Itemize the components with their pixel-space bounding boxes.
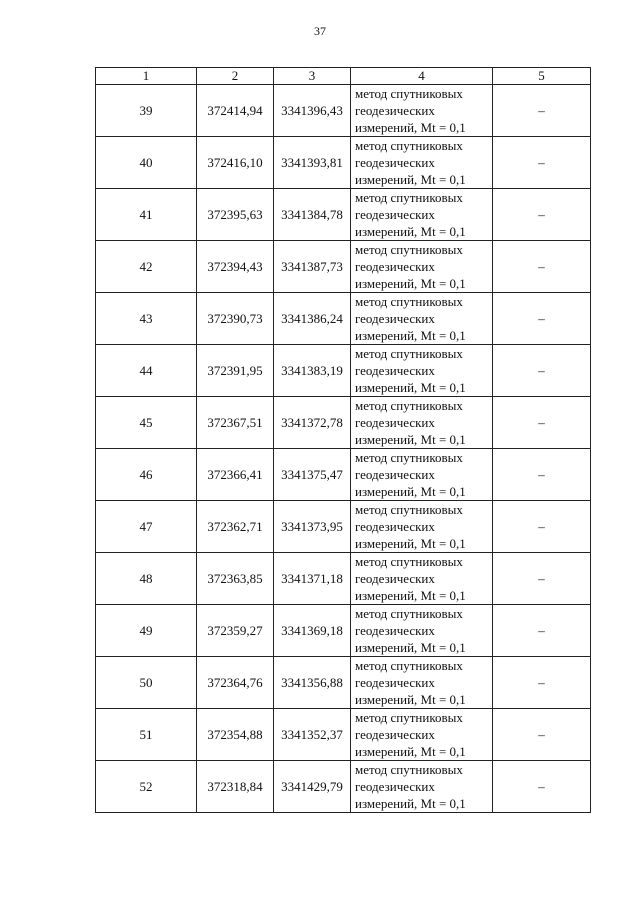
method-line: геодезических (355, 727, 435, 742)
note-cell: – (493, 553, 591, 605)
table-row (96, 397, 591, 449)
y-coordinate-cell: 3341387,73 (274, 241, 351, 293)
note-cell: – (493, 137, 591, 189)
method-line: измерений, Mt = 0,1 (355, 744, 466, 759)
note-cell: – (493, 293, 591, 345)
y-coordinate-cell: 3341372,78 (274, 397, 351, 449)
method-cell (351, 85, 493, 137)
y-coordinate-cell: 3341383,19 (274, 345, 351, 397)
y-coordinate-cell: 3341375,47 (274, 449, 351, 501)
y-coordinate-cell: 3341369,18 (274, 605, 351, 657)
x-coordinate-cell: 372318,84 (197, 761, 274, 813)
y-coordinate-cell: 3341396,43 (274, 85, 351, 137)
table-row (96, 293, 591, 345)
column-header-4: 4 (351, 68, 493, 85)
x-coordinate-cell: 372391,95 (197, 345, 274, 397)
method-cell (351, 501, 493, 553)
note-cell: – (493, 449, 591, 501)
method-line: метод спутниковых (355, 190, 463, 205)
note-cell: – (493, 241, 591, 293)
method-line: геодезических (355, 779, 435, 794)
method-cell (351, 137, 493, 189)
table-row (96, 501, 591, 553)
table-row (96, 137, 591, 189)
method-line: измерений, Mt = 0,1 (355, 640, 466, 655)
table-header-row (96, 68, 591, 85)
table-row (96, 345, 591, 397)
method-cell (351, 293, 493, 345)
method-line: метод спутниковых (355, 554, 463, 569)
point-number-cell: 51 (96, 709, 197, 761)
method-line: измерений, Mt = 0,1 (355, 120, 466, 135)
method-cell (351, 657, 493, 709)
x-coordinate-cell: 372354,88 (197, 709, 274, 761)
column-header-3: 3 (274, 68, 351, 85)
method-line: геодезических (355, 259, 435, 274)
x-coordinate-cell: 372364,76 (197, 657, 274, 709)
note-cell: – (493, 657, 591, 709)
point-number-cell: 46 (96, 449, 197, 501)
method-line: геодезических (355, 415, 435, 430)
table-row (96, 709, 591, 761)
point-number-cell: 41 (96, 189, 197, 241)
table-row (96, 761, 591, 813)
method-cell (351, 449, 493, 501)
column-header-5: 5 (493, 68, 591, 85)
method-line: измерений, Mt = 0,1 (355, 172, 466, 187)
y-coordinate-cell: 3341386,24 (274, 293, 351, 345)
method-line: измерений, Mt = 0,1 (355, 536, 466, 551)
coordinates-table (95, 67, 591, 813)
table-row (96, 657, 591, 709)
y-coordinate-cell: 3341371,18 (274, 553, 351, 605)
method-line: метод спутниковых (355, 398, 463, 413)
y-coordinate-cell: 3341384,78 (274, 189, 351, 241)
method-cell (351, 605, 493, 657)
x-coordinate-cell: 372363,85 (197, 553, 274, 605)
point-number-cell: 43 (96, 293, 197, 345)
method-line: метод спутниковых (355, 138, 463, 153)
method-line: метод спутниковых (355, 606, 463, 621)
note-cell: – (493, 709, 591, 761)
method-line: геодезических (355, 675, 435, 690)
note-cell: – (493, 501, 591, 553)
method-cell (351, 709, 493, 761)
point-number-cell: 42 (96, 241, 197, 293)
x-coordinate-cell: 372394,43 (197, 241, 274, 293)
method-line: измерений, Mt = 0,1 (355, 588, 466, 603)
point-number-cell: 40 (96, 137, 197, 189)
note-cell: – (493, 345, 591, 397)
page-number: 37 (314, 24, 326, 38)
x-coordinate-cell: 372390,73 (197, 293, 274, 345)
method-line: геодезических (355, 103, 435, 118)
note-cell: – (493, 397, 591, 449)
note-cell: – (493, 189, 591, 241)
method-line: метод спутниковых (355, 346, 463, 361)
note-cell: – (493, 605, 591, 657)
method-line: геодезических (355, 623, 435, 638)
x-coordinate-cell: 372359,27 (197, 605, 274, 657)
point-number-cell: 45 (96, 397, 197, 449)
method-line: измерений, Mt = 0,1 (355, 328, 466, 343)
x-coordinate-cell: 372362,71 (197, 501, 274, 553)
method-line: метод спутниковых (355, 710, 463, 725)
method-line: геодезических (355, 519, 435, 534)
method-line: геодезических (355, 311, 435, 326)
point-number-cell: 50 (96, 657, 197, 709)
method-line: геодезических (355, 155, 435, 170)
point-number-cell: 39 (96, 85, 197, 137)
note-cell: – (493, 761, 591, 813)
method-line: метод спутниковых (355, 294, 463, 309)
x-coordinate-cell: 372367,51 (197, 397, 274, 449)
method-line: геодезических (355, 207, 435, 222)
method-cell (351, 397, 493, 449)
point-number-cell: 49 (96, 605, 197, 657)
y-coordinate-cell: 3341356,88 (274, 657, 351, 709)
table-row (96, 189, 591, 241)
method-line: геодезических (355, 363, 435, 378)
method-line: измерений, Mt = 0,1 (355, 484, 466, 499)
table-row (96, 605, 591, 657)
method-line: измерений, Mt = 0,1 (355, 692, 466, 707)
y-coordinate-cell: 3341429,79 (274, 761, 351, 813)
x-coordinate-cell: 372366,41 (197, 449, 274, 501)
point-number-cell: 52 (96, 761, 197, 813)
method-line: метод спутниковых (355, 86, 463, 101)
method-line: метод спутниковых (355, 658, 463, 673)
method-line: измерений, Mt = 0,1 (355, 224, 466, 239)
method-line: измерений, Mt = 0,1 (355, 276, 466, 291)
x-coordinate-cell: 372414,94 (197, 85, 274, 137)
note-cell: – (493, 85, 591, 137)
method-line: геодезических (355, 467, 435, 482)
table-row (96, 449, 591, 501)
point-number-cell: 48 (96, 553, 197, 605)
method-line: измерений, Mt = 0,1 (355, 796, 466, 811)
method-line: метод спутниковых (355, 242, 463, 257)
method-cell (351, 553, 493, 605)
method-line: геодезических (355, 571, 435, 586)
y-coordinate-cell: 3341373,95 (274, 501, 351, 553)
method-cell (351, 241, 493, 293)
table-row (96, 85, 591, 137)
method-line: измерений, Mt = 0,1 (355, 432, 466, 447)
y-coordinate-cell: 3341393,81 (274, 137, 351, 189)
method-line: метод спутниковых (355, 450, 463, 465)
method-cell (351, 345, 493, 397)
y-coordinate-cell: 3341352,37 (274, 709, 351, 761)
x-coordinate-cell: 372416,10 (197, 137, 274, 189)
table-row (96, 241, 591, 293)
method-line: метод спутниковых (355, 502, 463, 517)
method-line: измерений, Mt = 0,1 (355, 380, 466, 395)
x-coordinate-cell: 372395,63 (197, 189, 274, 241)
method-cell (351, 189, 493, 241)
point-number-cell: 44 (96, 345, 197, 397)
table-row (96, 553, 591, 605)
method-cell (351, 761, 493, 813)
point-number-cell: 47 (96, 501, 197, 553)
column-header-2: 2 (197, 68, 274, 85)
column-header-1: 1 (96, 68, 197, 85)
method-line: метод спутниковых (355, 762, 463, 777)
